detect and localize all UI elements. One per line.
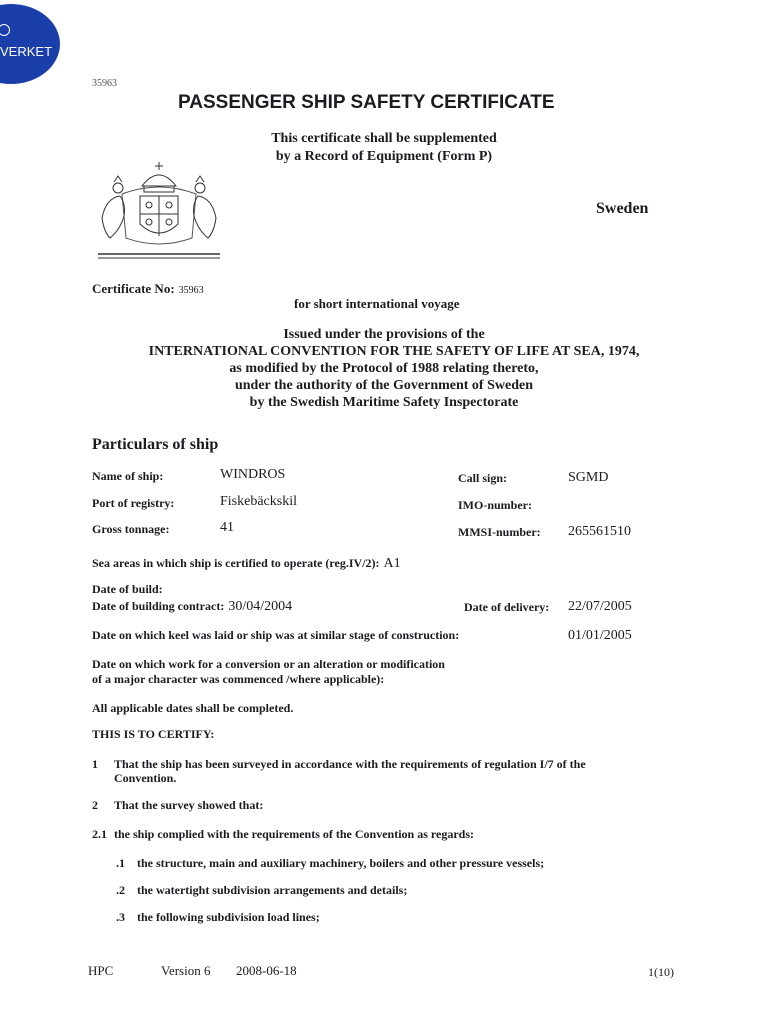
issued-under-block: [0, 326, 768, 411]
supplement-line-2: by a Record of Equipment (Form P): [275, 149, 493, 164]
item-1-line-2: Convention.: [114, 771, 177, 785]
sub-item-3-text: the following subdivision load lines;: [137, 910, 320, 924]
sub-item-1-number: .1: [116, 856, 125, 870]
port-of-registry-label: Port of registry:: [92, 496, 175, 510]
issued-line-3: as modified by the Protocol of 1988 relating thereto,: [229, 361, 539, 376]
ship-name-value: WINDROS: [220, 467, 286, 482]
swedish-coat-of-arms-icon: [92, 158, 226, 262]
imo-number-label: IMO-number:: [458, 498, 532, 512]
item-2-1-text: the ship complied with the requirements of the Convention as regards:: [114, 827, 474, 841]
item-2-1-number: 2.1: [92, 827, 107, 841]
applicable-dates-note: All applicable dates shall be completed.: [92, 701, 294, 715]
building-contract-label: Date of building contract:: [92, 599, 225, 613]
sea-areas-row: [92, 554, 401, 572]
issued-line-4: under the authority of the Government of Sweden: [234, 378, 533, 393]
building-contract-value: 30/04/2004: [228, 599, 293, 614]
authority-stamp: [0, 4, 60, 84]
document-number: 35963: [92, 78, 117, 89]
sub-item-2-text: the watertight subdivision arrangements and details;: [137, 883, 408, 897]
issued-line-1: Issued under the provisions of the: [283, 327, 485, 342]
ship-name-label: Name of ship:: [92, 469, 164, 483]
sub-item-2-number: .2: [116, 883, 125, 897]
voyage-type: for short international voyage: [294, 296, 460, 311]
item-2-number: 2: [92, 798, 98, 812]
sub-item-3-number: .3: [116, 910, 125, 924]
date-of-delivery-label: Date of delivery:: [464, 600, 550, 614]
conversion-line-1: Date on which work for a conversion or an alteration or modification: [92, 657, 445, 671]
footer-code: HPC: [88, 963, 114, 978]
issued-line-5: by the Swedish Maritime Safety Inspectorate: [249, 395, 519, 410]
conversion-date-label: [92, 657, 445, 687]
footer-version: Version 6: [161, 963, 211, 978]
footer-date: 2008-06-18: [236, 963, 297, 978]
keel-laid-value: 01/01/2005: [568, 628, 632, 643]
gross-tonnage-label: Gross tonnage:: [92, 522, 170, 536]
page-title: PASSENGER SHIP SAFETY CERTIFICATE: [178, 92, 555, 113]
building-contract-row: [92, 597, 292, 615]
keel-laid-label: Date on which keel was laid or ship was at similar stage of construction:: [92, 628, 460, 642]
item-1-number: 1: [92, 757, 98, 771]
port-of-registry-value: Fiskebäckskil: [220, 494, 297, 509]
stamp-text: VERKET: [0, 44, 53, 59]
sea-areas-value: A1: [383, 556, 401, 571]
supplement-line-1: This certificate shall be supplemented: [271, 131, 497, 146]
item-1-text: [114, 757, 586, 785]
stamp-ring-icon: [0, 24, 10, 36]
certify-heading: THIS IS TO CERTIFY:: [92, 727, 215, 741]
call-sign-label: Call sign:: [458, 471, 508, 485]
gross-tonnage-value: 41: [220, 520, 234, 535]
mmsi-number-value: 265561510: [568, 524, 631, 539]
item-2-text: That the survey showed that:: [114, 798, 264, 812]
date-of-delivery-value: 22/07/2005: [568, 599, 632, 614]
certificate-number-label: Certificate No:: [92, 281, 175, 296]
call-sign-value: SGMD: [568, 470, 609, 485]
page-number: 1(10): [648, 965, 674, 979]
item-1-line-1: That the ship has been surveyed in accordance with the requirements of regulation I/7 of the: [114, 757, 586, 771]
conversion-line-2: of a major character was commenced /where applicable):: [92, 672, 385, 686]
certificate-number-value: 35963: [178, 285, 204, 296]
date-of-build-label: Date of build:: [92, 582, 163, 596]
issued-line-2: INTERNATIONAL CONVENTION FOR THE SAFETY OF LIFE AT SEA, 1974,: [148, 344, 640, 359]
particulars-heading: Particulars of ship: [92, 436, 219, 453]
sea-areas-label: Sea areas in which ship is certified to operate (reg.IV/2):: [92, 556, 380, 570]
certificate-number-row: [92, 280, 204, 298]
mmsi-number-label: MMSI-number:: [458, 525, 541, 539]
sub-item-1-text: the structure, main and auxiliary machinery, boilers and other pressure vessels;: [137, 856, 545, 870]
issuing-country: Sweden: [596, 200, 649, 217]
